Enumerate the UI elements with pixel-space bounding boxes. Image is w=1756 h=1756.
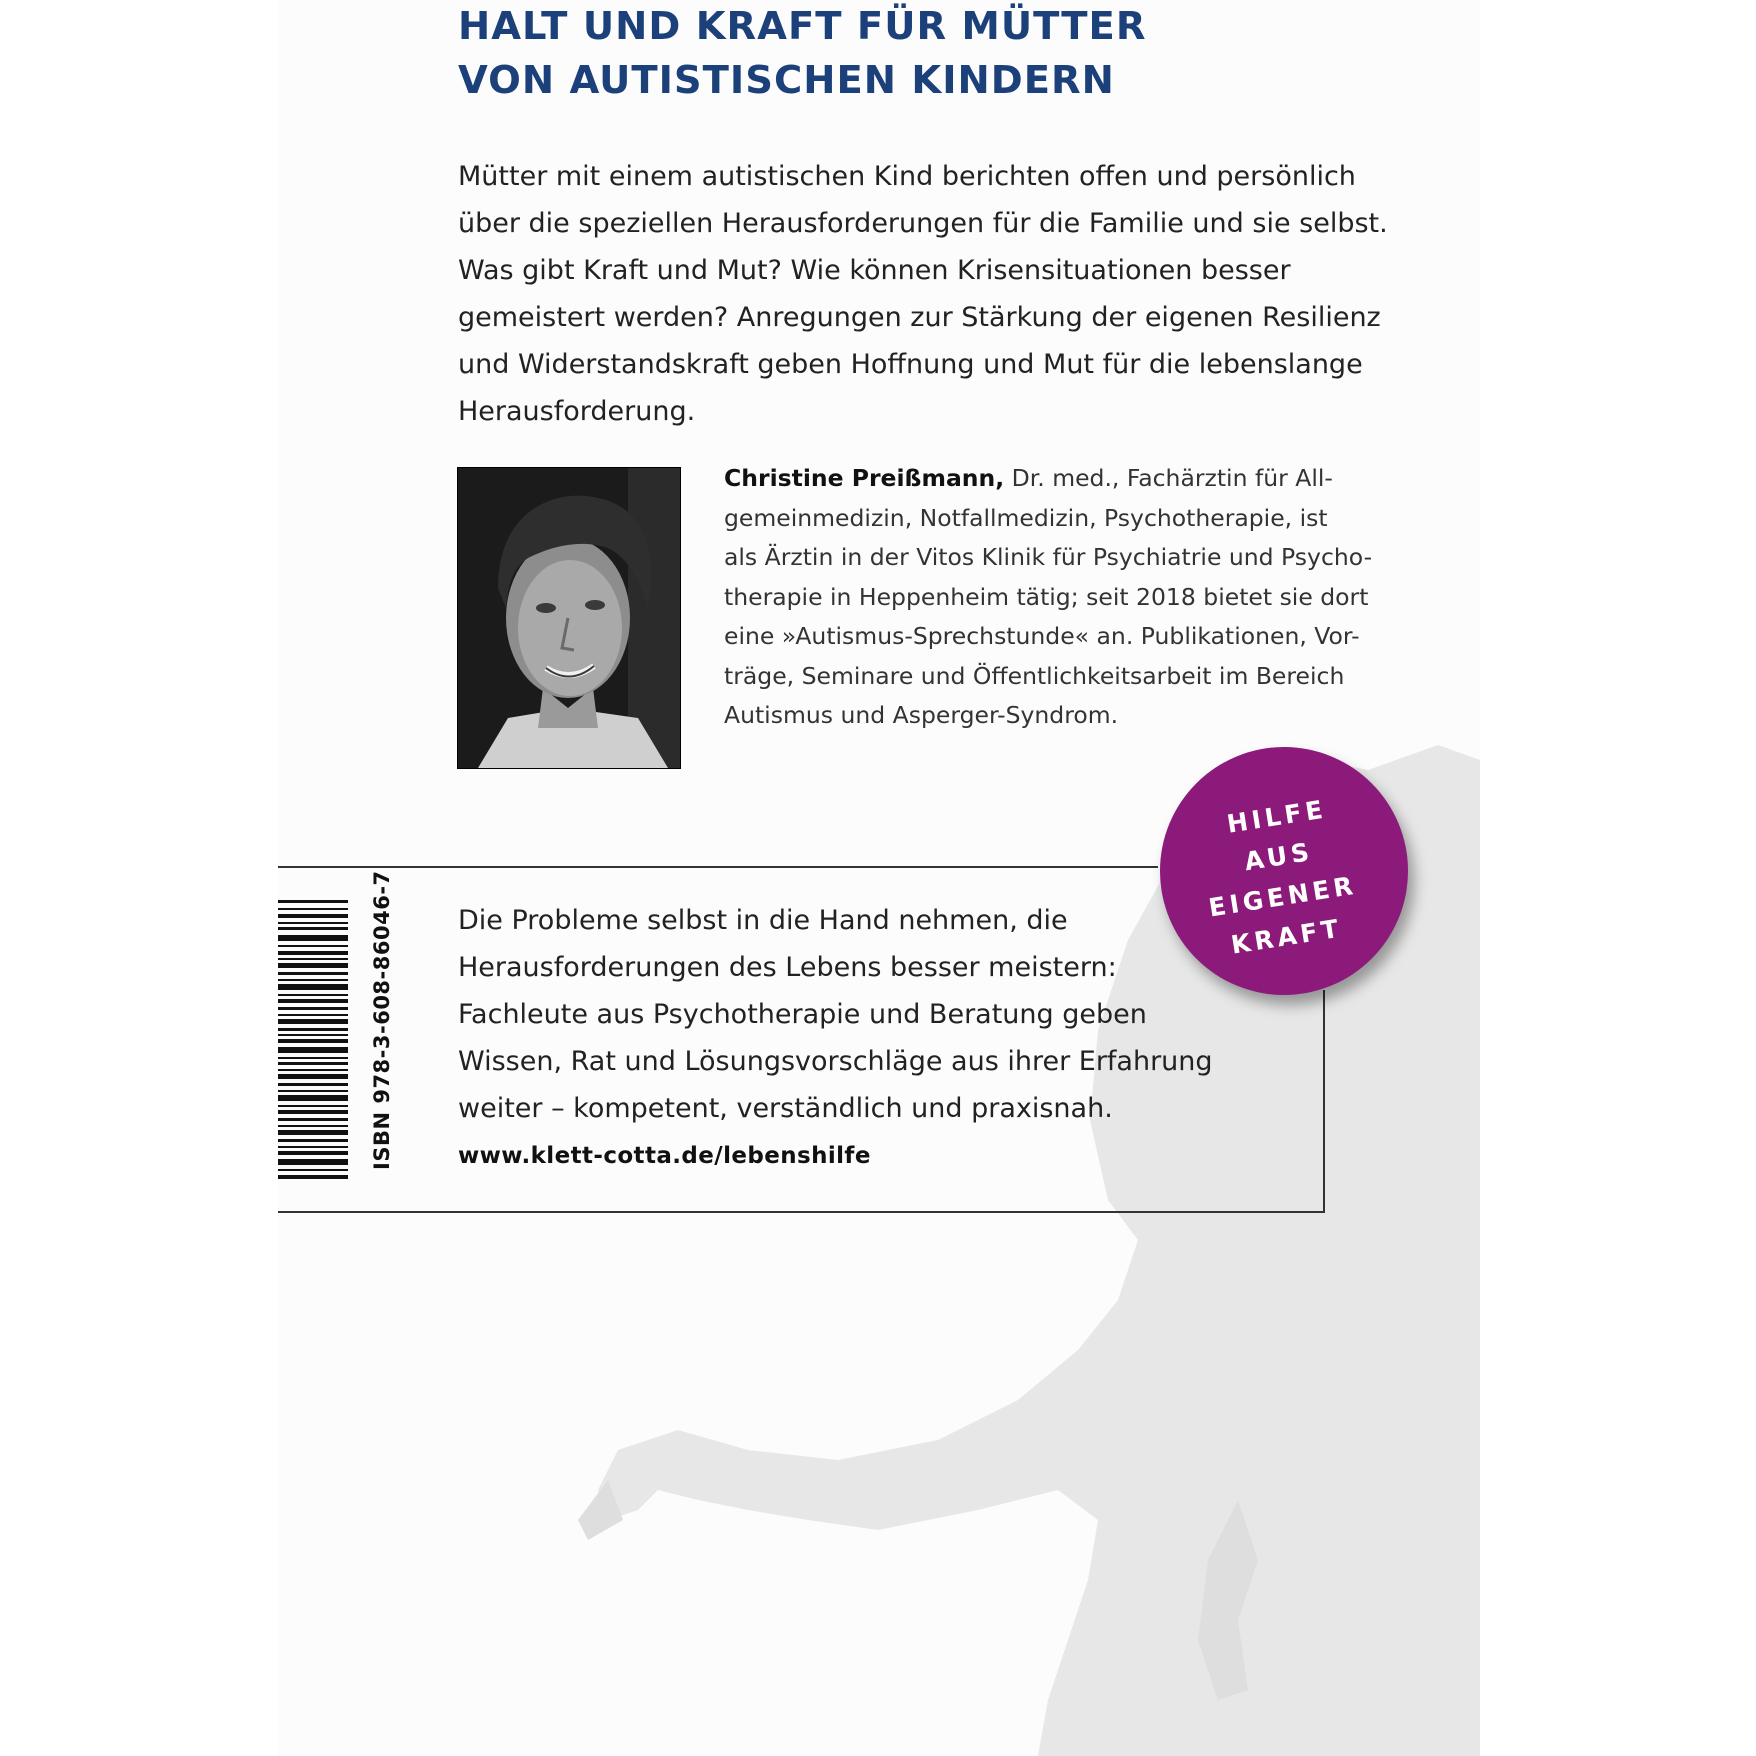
author-portrait-image <box>458 468 680 768</box>
badge-line-4: KRAFT <box>1229 913 1345 960</box>
badge-line-3: EIGENER <box>1206 870 1359 923</box>
badge-line-2: AUS <box>1242 836 1315 877</box>
isbn-number: ISBN 978-3-608-86046-7 <box>370 870 394 1170</box>
book-description: Mütter mit einem autistischen Kind berichten offen und persönlich über die speziellen Herausforderungen für die Familie und sie selbst. Was gibt Kraft und Mut? Wie können Krisensituationen besser gemeistert werden? Anregungen zur Stärkung der eigenen Resilienz und Widerstandskraft geben Hoffnung und Mut für die lebenslange Herausforderung. <box>458 161 1388 427</box>
series-box-top-border <box>278 866 1158 868</box>
author-name: Christine Preißmann, <box>724 464 1005 492</box>
headline-line-2: VON AUTISTISCHEN KINDERN <box>458 58 1115 103</box>
headline-line-1: HALT UND KRAFT FÜR MÜTTER <box>458 4 1147 49</box>
author-bio <box>724 459 1404 736</box>
author-photo <box>457 467 681 769</box>
barcode <box>278 900 348 1180</box>
series-box-right-border <box>1323 990 1325 1213</box>
series-description: Die Probleme selbst in die Hand nehmen, die Herausforderungen des Lebens besser meistern: Fachleute aus Psychotherapie und Beratung geben Wissen, Rat und Lösungsvorschläge aus ihrer Erfahrung weiter – kompetent, verständlich und praxisnah. <box>458 905 1213 1124</box>
author-bio-text: Dr. med., Fachärztin für All- gemeinmedizin, Notfallmedizin, Psychotherapie, ist als Ärztin in der Vitos Klinik für Psychiatrie und Psycho- therapie in Heppenheim tätig; seit 2018 bietet sie dort eine »Autismus-Sprechstunde« an. Publikationen, Vor- träge, Seminare und Öffentlichkeitsarbeit im Bereich Autismus und Asperger-Syndrom. <box>724 464 1373 729</box>
badge-line-1: HILFE <box>1224 794 1329 839</box>
book-headline <box>458 0 1146 108</box>
book-back-cover <box>278 0 1480 1756</box>
series-badge <box>1160 747 1408 995</box>
publisher-url[interactable]: www.klett-cotta.de/lebenshilfe <box>458 1143 871 1169</box>
badge-lettering <box>1160 747 1408 995</box>
series-box-bottom-border <box>278 1211 1325 1213</box>
